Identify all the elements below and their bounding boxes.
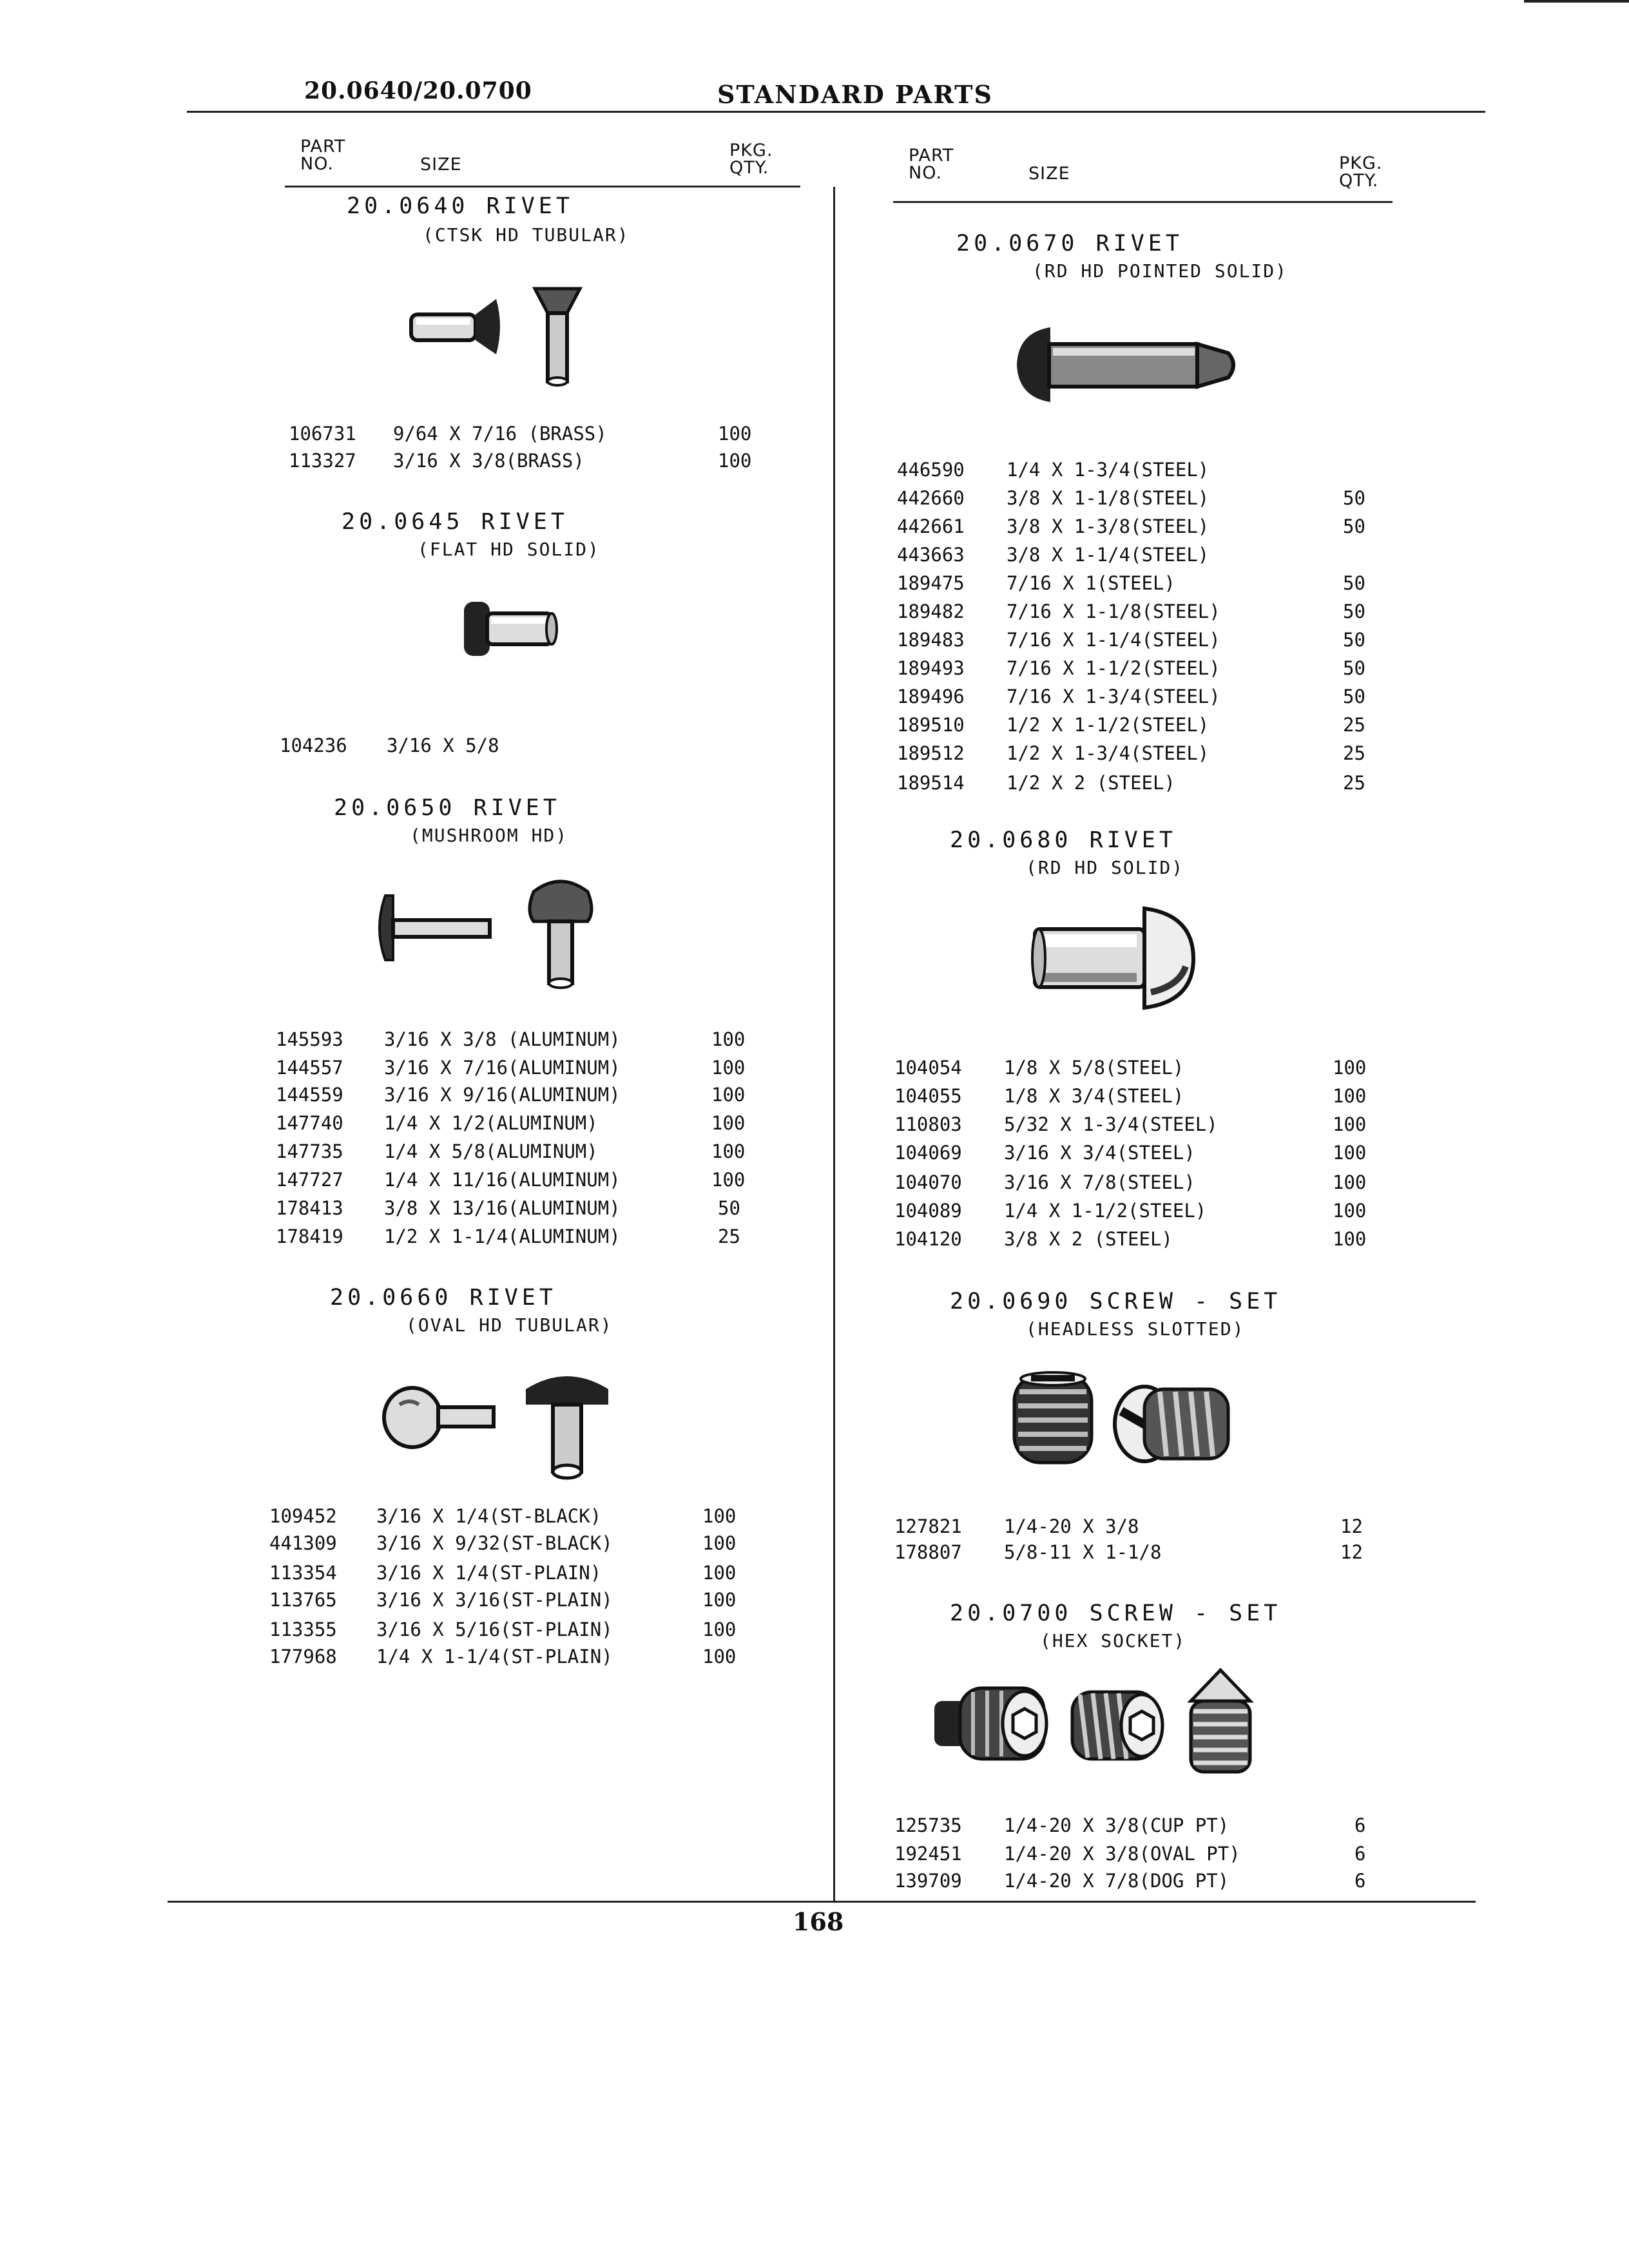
- part-size: 1/4-20 X 3/8(OVAL PT): [1004, 1843, 1240, 1865]
- section-title-20-0690: 20.0690 SCREW - SET: [950, 1289, 1282, 1314]
- left-pkg-qty-header: PKG. QTY.: [729, 140, 773, 178]
- package-quantity: 100: [1333, 1113, 1367, 1135]
- part-number: 189475: [897, 572, 965, 594]
- part-size: 9/64 X 7/16 (BRASS): [393, 423, 607, 445]
- part-number: 104069: [894, 1142, 962, 1164]
- package-quantity: 50: [1343, 572, 1365, 594]
- part-size: 3/16 X 3/8(BRASS): [393, 450, 584, 472]
- flat-head-rivet-icon: [451, 593, 567, 670]
- header-rule: [187, 111, 1485, 113]
- part-size: 3/16 X 1/4(ST-PLAIN): [376, 1562, 602, 1584]
- package-quantity: 50: [1343, 515, 1365, 537]
- part-size: 3/16 X 9/32(ST-BLACK): [376, 1532, 613, 1554]
- footer-rule: [168, 1901, 1476, 1903]
- package-quantity: 100: [711, 1028, 746, 1050]
- part-size: 3/8 X 1-3/8(STEEL): [1007, 515, 1210, 537]
- part-size: 1/4 X 1/2(ALUMINUM): [384, 1112, 598, 1134]
- package-quantity: 100: [711, 1140, 746, 1162]
- package-quantity: 100: [702, 1646, 737, 1667]
- left-part-no-header: PART NO.: [300, 137, 346, 174]
- column-divider: [833, 187, 835, 1901]
- part-size: 3/16 X 3/8 (ALUMINUM): [384, 1028, 621, 1050]
- part-size: 3/16 X 5/8: [387, 735, 499, 756]
- part-number: 144557: [276, 1057, 343, 1079]
- part-number: 104236: [280, 735, 347, 756]
- part-number: 178419: [276, 1225, 343, 1247]
- part-size: 1/2 X 1-3/4(STEEL): [1007, 742, 1210, 764]
- countersunk-tubular-rivet-icon: [406, 277, 599, 399]
- package-quantity: 12: [1340, 1515, 1363, 1537]
- part-number: 178413: [276, 1197, 343, 1219]
- corner-mark: [1524, 0, 1629, 3]
- section-subtitle-20-0680: (RD HD SOLID): [1026, 857, 1184, 878]
- part-size: 1/2 X 1-1/4(ALUMINUM): [384, 1225, 621, 1247]
- package-quantity: 100: [711, 1057, 746, 1079]
- section-title-20-0680: 20.0680 RIVET: [950, 827, 1177, 853]
- section-subtitle-20-0670: (RD HD POINTED SOLID): [1032, 260, 1288, 282]
- package-quantity: 100: [1333, 1057, 1367, 1079]
- part-size: 1/4 X 5/8(ALUMINUM): [384, 1140, 598, 1162]
- part-size: 1/2 X 1-1/2(STEEL): [1007, 714, 1210, 736]
- part-number: 109452: [269, 1505, 337, 1527]
- right-pkg-qty-header: PKG. QTY.: [1339, 153, 1383, 191]
- part-number: 110803: [894, 1113, 962, 1135]
- part-size: 3/8 X 2 (STEEL): [1004, 1228, 1173, 1250]
- part-size: 5/32 X 1-3/4(STEEL): [1004, 1113, 1218, 1135]
- part-number: 145593: [276, 1028, 343, 1050]
- part-size: 1/8 X 5/8(STEEL): [1004, 1057, 1184, 1079]
- part-size: 5/8-11 X 1-1/8: [1004, 1541, 1162, 1563]
- part-size: 1/4 X 1-1/2(STEEL): [1004, 1200, 1207, 1222]
- part-number: 113327: [289, 450, 356, 472]
- part-size: 7/16 X 1-3/4(STEEL): [1007, 686, 1220, 707]
- headless-slotted-set-screw-icon: [1005, 1366, 1244, 1475]
- package-quantity: 100: [1333, 1085, 1367, 1107]
- package-quantity: 100: [711, 1169, 746, 1191]
- package-quantity: 100: [718, 450, 752, 472]
- part-number: 442660: [897, 487, 965, 509]
- header-part-range: 20.0640/20.0700: [304, 77, 532, 104]
- section-subtitle-20-0700: (HEX SOCKET): [1040, 1630, 1186, 1651]
- part-number: 104070: [894, 1171, 962, 1193]
- part-number: 442661: [897, 515, 965, 537]
- package-quantity: 50: [1343, 686, 1365, 707]
- part-number: 189482: [897, 601, 965, 622]
- part-size: 3/16 X 3/16(ST-PLAIN): [376, 1589, 613, 1611]
- part-number: 177968: [269, 1646, 337, 1667]
- package-quantity: 12: [1340, 1541, 1363, 1563]
- package-quantity: 100: [702, 1619, 737, 1640]
- part-size: 7/16 X 1(STEEL): [1007, 572, 1175, 594]
- part-number: 441309: [269, 1532, 337, 1554]
- left-column-header-rule: [285, 186, 800, 187]
- part-size: 3/8 X 1-1/4(STEEL): [1007, 544, 1210, 566]
- section-title-20-0640: 20.0640 RIVET: [347, 193, 574, 219]
- section-title-20-0645: 20.0645 RIVET: [342, 509, 568, 535]
- part-number: 147727: [276, 1169, 343, 1191]
- part-number: 189510: [897, 714, 965, 736]
- package-quantity: 100: [702, 1505, 737, 1527]
- package-quantity: 100: [718, 423, 752, 445]
- part-size: 3/16 X 5/16(ST-PLAIN): [376, 1619, 613, 1640]
- part-number: 443663: [897, 544, 965, 566]
- part-size: 3/16 X 9/16(ALUMINUM): [384, 1084, 621, 1106]
- part-number: 192451: [894, 1843, 962, 1865]
- section-subtitle-20-0645: (FLAT HD SOLID): [418, 539, 600, 560]
- package-quantity: 50: [1343, 629, 1365, 651]
- package-quantity: 50: [718, 1197, 740, 1219]
- part-number: 104055: [894, 1085, 962, 1107]
- part-number: 104054: [894, 1057, 962, 1079]
- part-number: 189483: [897, 629, 965, 651]
- package-quantity: 25: [718, 1225, 740, 1247]
- part-number: 178807: [894, 1541, 962, 1563]
- right-size-header: SIZE: [1028, 164, 1070, 184]
- package-quantity: 6: [1354, 1814, 1366, 1836]
- part-size: 1/4 X 1-3/4(STEEL): [1007, 459, 1210, 481]
- package-quantity: 6: [1354, 1870, 1366, 1892]
- section-title-20-0660: 20.0660 RIVET: [330, 1285, 557, 1311]
- part-size: 3/16 X 7/8(STEEL): [1004, 1171, 1195, 1193]
- part-size: 3/16 X 7/16(ALUMINUM): [384, 1057, 621, 1079]
- package-quantity: 100: [711, 1084, 746, 1106]
- round-head-pointed-rivet-icon: [1012, 322, 1257, 412]
- part-number: 446590: [897, 459, 965, 481]
- package-quantity: 100: [1333, 1142, 1367, 1164]
- part-number: 113355: [269, 1619, 337, 1640]
- part-number: 189496: [897, 686, 965, 707]
- part-number: 189514: [897, 772, 965, 794]
- part-number: 127821: [894, 1515, 962, 1537]
- part-number: 189493: [897, 657, 965, 679]
- part-size: 3/16 X 3/4(STEEL): [1004, 1142, 1195, 1164]
- package-quantity: 25: [1343, 772, 1365, 794]
- package-quantity: 50: [1343, 487, 1365, 509]
- package-quantity: 100: [702, 1562, 737, 1584]
- package-quantity: 25: [1343, 742, 1365, 764]
- part-number: 106731: [289, 423, 356, 445]
- round-head-solid-rivet-icon: [1025, 902, 1205, 1012]
- left-size-header: SIZE: [420, 155, 462, 175]
- part-size: 7/16 X 1-1/4(STEEL): [1007, 629, 1220, 651]
- part-number: 139709: [894, 1870, 962, 1892]
- section-title-20-0700: 20.0700 SCREW - SET: [950, 1600, 1282, 1626]
- hex-socket-set-screw-icon: [928, 1669, 1295, 1785]
- package-quantity: 6: [1354, 1843, 1366, 1865]
- package-quantity: 100: [1333, 1200, 1367, 1222]
- part-size: 1/4 X 1-1/4(ST-PLAIN): [376, 1646, 613, 1667]
- part-size: 1/4-20 X 3/8(CUP PT): [1004, 1814, 1229, 1836]
- part-number: 147735: [276, 1140, 343, 1162]
- part-size: 1/4 X 11/16(ALUMINUM): [384, 1169, 621, 1191]
- part-number: 104120: [894, 1228, 962, 1250]
- package-quantity: 100: [1333, 1171, 1367, 1193]
- package-quantity: 100: [1333, 1228, 1367, 1250]
- section-subtitle-20-0660: (OVAL HD TUBULAR): [406, 1314, 613, 1336]
- part-number: 147740: [276, 1112, 343, 1134]
- part-size: 1/4-20 X 7/8(DOG PT): [1004, 1870, 1229, 1892]
- section-title-20-0670: 20.0670 RIVET: [956, 231, 1183, 256]
- part-number: 144559: [276, 1084, 343, 1106]
- package-quantity: 50: [1343, 657, 1365, 679]
- part-size: 1/8 X 3/4(STEEL): [1004, 1085, 1184, 1107]
- mushroom-head-rivet-icon: [374, 876, 619, 992]
- part-number: 113765: [269, 1589, 337, 1611]
- part-size: 1/2 X 2 (STEEL): [1007, 772, 1175, 794]
- part-number: 125735: [894, 1814, 962, 1836]
- section-subtitle-20-0690: (HEADLESS SLOTTED): [1026, 1318, 1245, 1340]
- part-size: 3/8 X 13/16(ALUMINUM): [384, 1197, 621, 1219]
- part-size: 7/16 X 1-1/8(STEEL): [1007, 601, 1220, 622]
- part-number: 113354: [269, 1562, 337, 1584]
- part-number: 104089: [894, 1200, 962, 1222]
- section-title-20-0650: 20.0650 RIVET: [334, 795, 561, 821]
- package-quantity: 25: [1343, 714, 1365, 736]
- right-column-header-rule: [893, 201, 1393, 203]
- part-size: 1/4-20 X 3/8: [1004, 1515, 1139, 1537]
- section-subtitle-20-0650: (MUSHROOM HD): [410, 825, 568, 846]
- right-part-no-header: PART NO.: [909, 146, 954, 183]
- part-size: 7/16 X 1-1/2(STEEL): [1007, 657, 1220, 679]
- page-title: STANDARD PARTS: [717, 80, 993, 109]
- section-subtitle-20-0640: (CTSK HD TUBULAR): [423, 224, 630, 245]
- part-size: 3/8 X 1-1/8(STEEL): [1007, 487, 1210, 509]
- part-size: 3/16 X 1/4(ST-BLACK): [376, 1505, 602, 1527]
- package-quantity: 100: [711, 1112, 746, 1134]
- package-quantity: 100: [702, 1589, 737, 1611]
- oval-head-tubular-rivet-icon: [380, 1366, 625, 1482]
- package-quantity: 50: [1343, 601, 1365, 622]
- part-number: 189512: [897, 742, 965, 764]
- package-quantity: 100: [702, 1532, 737, 1554]
- page-number: 168: [793, 1907, 844, 1936]
